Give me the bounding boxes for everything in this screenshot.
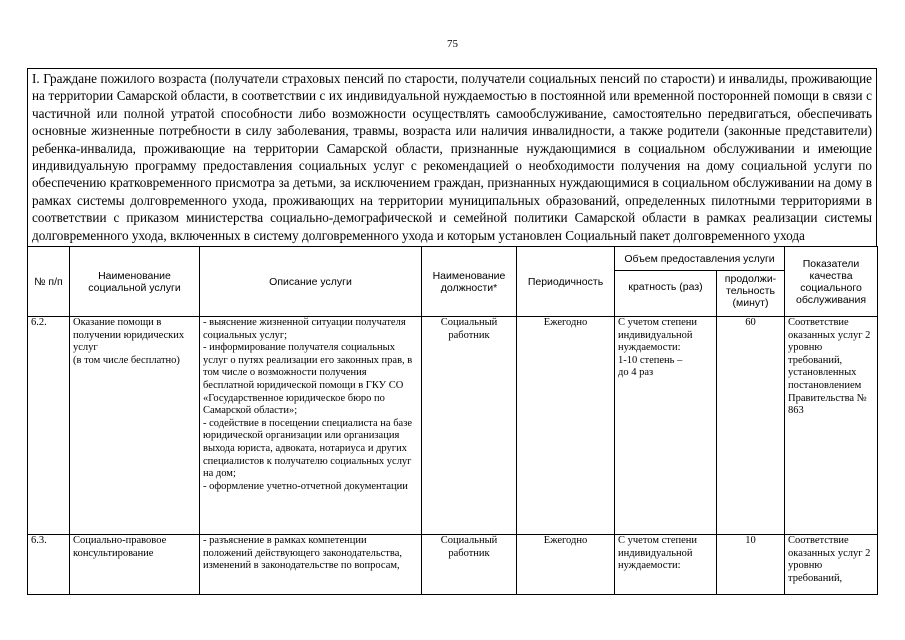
- row-service-name: Оказание помощи в получении юридических услуг (в том числе бесплатно): [70, 317, 200, 535]
- row-duration: 10: [717, 535, 785, 595]
- row-num: 6.2.: [28, 317, 70, 535]
- row-frequency: С учетом степени индивидуальной нуждаемости: 1-10 степень – до 4 раз: [615, 317, 717, 535]
- row-duration: 60: [717, 317, 785, 535]
- row-periodicity: Ежегодно: [517, 535, 615, 595]
- row-quality: Соответствие оказанных услуг 2 уровню требований, установленных постановлением Правительства № 863: [785, 317, 878, 535]
- row-description: - выяснение жизненной ситуации получателя социальных услуг; - информирование получателя социальных услуг о путях реализации его законных прав, в том числе о возможности получения бесплатной юридической помощи в ГКУ СО «Государственное юридическое бюро по Самарской области»; - содействие в посещении специалиста на базе юридической организации или организация выхода юриста, адвоката, нотариуса и других специалистов к получателю социальных услуг на дом; - оформление учетно-отчетной документации: [200, 317, 422, 535]
- table-row: [28, 535, 878, 595]
- row-num: 6.3.: [28, 535, 70, 595]
- header-position: Наименование должности*: [422, 247, 517, 317]
- services-table: [27, 246, 878, 595]
- header-description: Описание услуги: [200, 247, 422, 317]
- header-duration: продолжи-тельность (минут): [717, 271, 785, 317]
- section-header: I. Граждане пожилого возраста (получатели страховых пенсий по старости, получатели социальных пенсий по старости) и инвалиды, проживающие на территории Самарской области, в соответствии с их индивидуальной нуждаемостью в постоянной или временной посторонней помощи в связи с частичной или полной утратой способности либо возможности осуществлять самообслуживание, самостоятельно передвигаться, обеспечивать основные жизненные потребности в силу заболевания, травмы, возраста или наличия инвалидности, а также родители (законные представители) ребенка-инвалида, проживающие на территории Самарской области, признанные нуждающимися в социальном обслуживании и имеющие индивидуальную программу предоставления социальных услуг с рекомендацией о необходимости получения на дому социальной услуги по обеспечению кратковременного присмотра за детьми, за исключением граждан, признанных нуждающимися в социальном обслуживании на дому в рамках системы долговременного ухода, проживающих на территории муниципальных образований, определенных пилотными территориями в соответствии с приказом министерства социально-демографической и семейной политики Самарской области в рамках реализации системы долговременного ухода, включенных в систему долговременного ухода и которым установлен Социальный пакет долговременного ухода: [27, 68, 877, 246]
- row-service-name: Социально-правовое консультирование: [70, 535, 200, 595]
- page-number: 75: [447, 38, 458, 50]
- row-description: - разъяснение в рамках компетенции положений действующего законодательства, изменений в законодательстве по вопросам,: [200, 535, 422, 595]
- document-frame: [27, 68, 877, 595]
- row-frequency: С учетом степени индивидуальной нуждаемости:: [615, 535, 717, 595]
- row-position: Социальный работник: [422, 317, 517, 535]
- row-periodicity: Ежегодно: [517, 317, 615, 535]
- header-volume: Объем предоставления услуги: [615, 247, 785, 271]
- row-quality: Соответствие оказанных услуг 2 уровню требований,: [785, 535, 878, 595]
- header-frequency: кратность (раз): [615, 271, 717, 317]
- row-position: Социальный работник: [422, 535, 517, 595]
- header-periodicity: Периодичность: [517, 247, 615, 317]
- header-num: № п/п: [28, 247, 70, 317]
- table-row: [28, 317, 878, 535]
- header-service-name: Наименование социальной услуги: [70, 247, 200, 317]
- header-quality: Показатели качества социального обслуживания: [785, 247, 878, 317]
